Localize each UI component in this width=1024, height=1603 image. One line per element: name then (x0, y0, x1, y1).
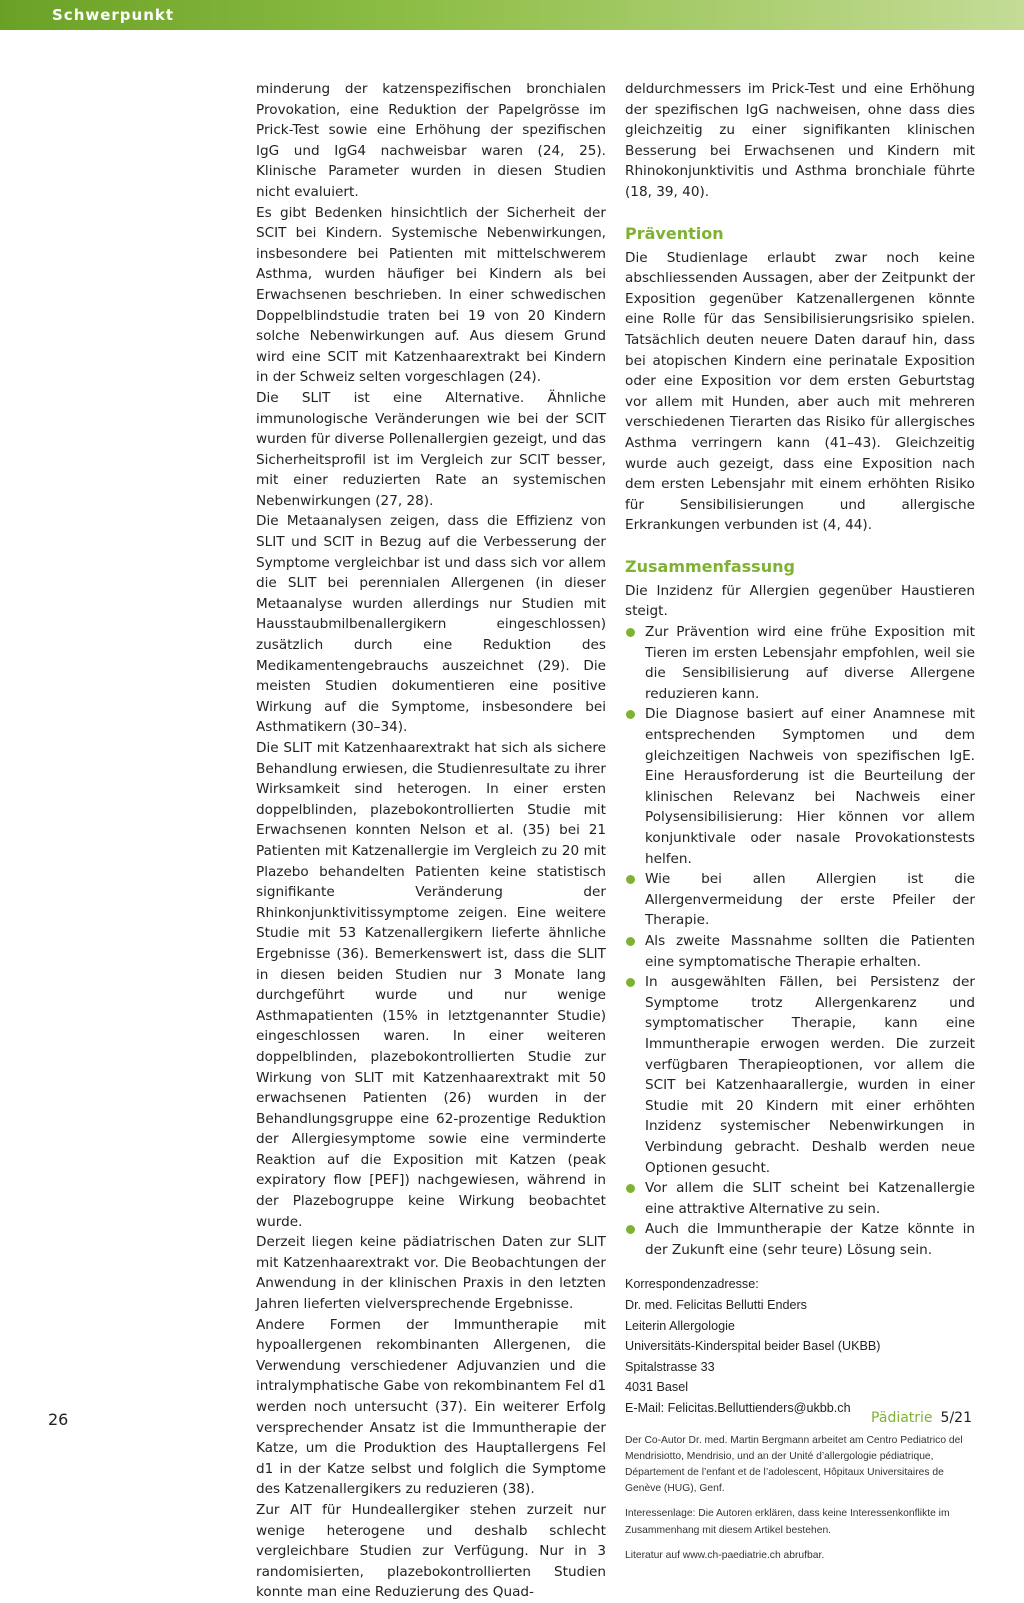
paragraph: Die Studienlage erlaubt zwar noch keine abschliessenden Aussagen, aber der Zeitpunkt der Exposition gegenüber Katzenallergenen könnte eine Rolle für das Sensibilisierungsrisiko spielen. Tatsächlich deuten neuere Daten darauf hin, dass bei atopischen Kindern eine perinatale Exposition oder eine Exposition vor dem ersten Geburtstag vor allem mit Hunden, aber auch mit mehreren verschiedenen Tierarten das Risiko für allergisches Asthma verringern kann (41–43). Gleichzeitig wurde auch gezeigt, dass eine Exposition nach dem ersten Lebensjahr mit einem erhöhten Risiko für Sensibilisierungen und allergische Erkrankungen verbunden ist (4, 44). (625, 249, 975, 534)
paragraph: minderung der katzenspezifischen bronchialen Provokation, eine Reduktion der Papelgrösse im Prick-Test sowie eine Erhöhung der spezifischen IgG und IgG4 nachweisbar waren (24, 25). Klinische Parameter wurden in diesen Studien nicht evaluiert. (256, 81, 606, 200)
list-item (625, 622, 975, 704)
list-item (625, 1219, 975, 1260)
list-item (625, 972, 975, 1178)
paragraph: Derzeit liegen keine pädiatrischen Daten zur SLIT mit Katzenhaarextrakt vor. Die Beobachtungen der Anwendung in der klinischen Praxis in den letzten Jahren lieferten vielversprechende Ergebnisse. (256, 1234, 606, 1313)
bullet-dot-icon (626, 875, 635, 884)
bullet-dot-icon (626, 628, 635, 637)
list-item-text: Zur Prävention wird eine frühe Exposition mit Tieren im ersten Lebensjahr empfohlen, weil sie die Sensibilisierung auf diverse Allergene reduzieren kann. (645, 624, 975, 702)
list-item-text: Vor allem die SLIT scheint bei Katzenallergie eine attraktive Alternative zu sein. (645, 1180, 975, 1217)
address-line: 4031 Basel (625, 1380, 689, 1395)
coauthor-note: Der Co-Autor Dr. med. Martin Bergmann arbeitet am Centro Pediatrico del Mendrisiotto, Mendrisio, und an der Unité d’allergologie pédiatrique, Département de l’enfant et de l’adolescent, Hôpitaux Universitaires de Genève (HUG), Genf. (625, 1434, 963, 1495)
list-item-text: Wie bei allen Allergien ist die Allergenvermeidung der erste Pfeiler der Therapie. (645, 871, 975, 929)
page-number: 26 (48, 1410, 69, 1429)
right-column (625, 79, 975, 1573)
paragraph: Die Metaanalysen zeigen, dass die Effizienz von SLIT und SCIT in Bezug auf die Verbesserung der Symptome vergleichbar ist und dass sich vor allem die SLIT bei perennialen Allergenen (in dieser Metaanalyse wurden allerdings nur Studien mit Hausstaubmilbenallergikern eingeschlossen) zusätzlich durch eine Reduktion des Medikamentengebrauchs auszeichnet (29). Die meisten Studien dokumentieren eine positive Wirkung auf die Symptome, insbesondere bei Asthmatikern (30–34). (256, 513, 606, 736)
list-item-text: Auch die Immuntherapie der Katze könnte in der Zukunft eine (sehr teure) Lösung sein. (645, 1221, 975, 1258)
list-item (625, 1178, 975, 1219)
header-bar (0, 0, 1024, 30)
bullet-dot-icon (626, 1225, 635, 1234)
list-item (625, 869, 975, 931)
bullet-dot-icon (626, 937, 635, 946)
paragraph: Die SLIT mit Katzenhaarextrakt hat sich als sichere Behandlung erwiesen, die Studienresultate zu ihrer Wirksamkeit sind heterogen. In einer ersten doppelblinden, plazebokontrollierten Studie mit Erwachsenen konnten Nelson et al. (35) bei 21 Patienten mit Katzenallergie im Vergleich zu 20 mit Plazebo behandelten Patienten keine statistisch signifikante Veränderung der Rhinkonjunktivitissymptome zeigen. Eine weitere Studie mit 53 Katzenallergikern lieferte ähnliche Ergebnisse (36). Bemerkenswert ist, dass die SLIT in diesen beiden Studien nur 3 Monate lang durchgeführt wurde und nur wenige Asthmapatienten (15% in letztgenannter Studie) eingeschlossen waren. In einer weiteren doppelblinden, plazebokontrollierten Studie zur Wirkung von SLIT mit Katzenhaarextrakt mit 50 erwachsenen Patienten (26) wurden in der Behandlungsgruppe eine 62-prozentige Reduktion der Allergiesymptome sowie eine verminderte Reaktion auf die Exposition mit Katzen (peak expiratory flow [PEF]) nachgewiesen, während in der Plazebogruppe keine Wirkung beobachtet wurde. (256, 740, 606, 1230)
address-label: Korrespondenzadresse: (625, 1277, 759, 1292)
bullet-dot-icon (626, 1184, 635, 1193)
paragraph: Zur AIT für Hundeallergiker stehen zurzeit nur wenige heterogene und deshalb schlecht vergleichbare Studien zur Verfügung. Nur in 3 randomisierten, plazebokontrollierten Studien konnte man eine Reduzierung des Quad- (256, 1501, 606, 1601)
literature-note: Literatur auf www.ch-paediatrie.ch abrufbar. (625, 1549, 825, 1561)
address-line: Dr. med. Felicitas Bellutti Enders (625, 1298, 807, 1313)
summary-intro: Die Inzidenz für Allergien gegenüber Haustieren steigt. (625, 582, 975, 620)
paragraph: deldurchmessers im Prick-Test und eine Erhöhung der spezifischen IgG nachweisen, ohne dass dies gleichzeitig zu einer signifikanten klinischen Besserung bei Erwachsenen und Kindern mit Rhinokonjunktivitis und Asthma bronchiale führte (18, 39, 40). (625, 81, 975, 200)
journal-name: Pädiatrie (871, 1410, 933, 1426)
list-item-text: In ausgewählten Fällen, bei Persistenz der Symptome trotz Allergenkarenz und symptomatischer Therapie, kann eine Immuntherapie erwogen werden. Die zurzeit verfügbaren Therapieoptionen, vor allem die SCIT bei Katzenhaarallergie, wurden in einer Studie mit 20 Kindern mit einer erhöhten Inzidenz systemischer Nebenwirkungen in Verbindung gebracht. Deshalb werden neue Optionen gesucht. (645, 974, 975, 1176)
list-item-text: Als zweite Massnahme sollten die Patienten eine symptomatische Therapie erhalten. (645, 932, 975, 970)
address-line: Universitäts-Kinderspital beider Basel (UKBB) (625, 1339, 881, 1354)
paragraph: Es gibt Bedenken hinsichtlich der Sicherheit der SCIT bei Kindern. Systemische Nebenwirkungen, insbesondere bei Patienten mit mittelschwerem Asthma, wurden häufiger bei Kindern als bei Erwachsenen beschrieben. In einer schwedischen Doppelblindstudie traten bei 19 von 20 Kindern solche Nebenwirkungen auf. Aus diesem Grund wird eine SCIT mit Katzenhaarextrakt bei Kindern in der Schweiz selten vorgeschlagen (24). (256, 204, 606, 386)
address-line: Spitalstrasse 33 (625, 1359, 715, 1374)
paragraph: Andere Formen der Immuntherapie mit hypoallergenen rekombinanten Allergenen, die Verwendung verschiedener Adjuvanzien und die intralymphatische Gabe von rekombinantem Fel d1 werden noch untersucht (37). Ein weiterer Erfolg versprechender Ansatz ist die Immuntherapie der Katze, um die Produktion des Hauptallergens Fel d1 in der Katze selbst und folglich die Symptome des Katzenallergikers zu reduzieren (38). (256, 1316, 606, 1498)
list-item-text: Die Diagnose basiert auf einer Anamnese mit entsprechenden Symptomen und dem gleichzeitigen Nachweis von spezifischen IgE. Eine Herausforderung ist die Beurteilung der klinischen Relevanz bei Nachweis einer Polysensibilisierung: Hier können vor allem konjunktivale oder nasale Provokationstests helfen. (645, 706, 975, 867)
bullet-dot-icon (626, 710, 635, 719)
list-item (625, 704, 975, 869)
correspondence-address (625, 1274, 975, 1418)
prevention-heading: Prävention (625, 223, 724, 243)
paragraph: Die SLIT ist eine Alternative. Ähnliche immunologische Veränderungen wie bei der SCIT wurden für diverse Pollenallergien gezeigt, und das Sicherheitsprofil ist im Vergleich zur SCIT besser, mit einer reduzierten Rate an systemischen Nebenwirkungen (27, 28). (256, 389, 606, 509)
email-line: E-Mail: Felicitas.Belluttienders@ukbb.ch (625, 1401, 851, 1416)
left-column (256, 79, 606, 1603)
summary-heading: Zusammenfassung (625, 556, 795, 576)
bullet-dot-icon (626, 978, 635, 987)
address-line: Leiterin Allergologie (625, 1318, 735, 1333)
section-label: Schwerpunkt (52, 6, 175, 24)
list-item (625, 931, 975, 972)
interest-note: Interessenlage: Die Autoren erklären, dass keine Interessenkonflikte im Zusammenhang mit diesem Artikel bestehen. (625, 1508, 950, 1536)
journal-issue: 5/21 (940, 1410, 972, 1426)
summary-list (625, 622, 975, 1260)
journal-footer (871, 1410, 972, 1426)
footnotes (625, 1433, 975, 1564)
